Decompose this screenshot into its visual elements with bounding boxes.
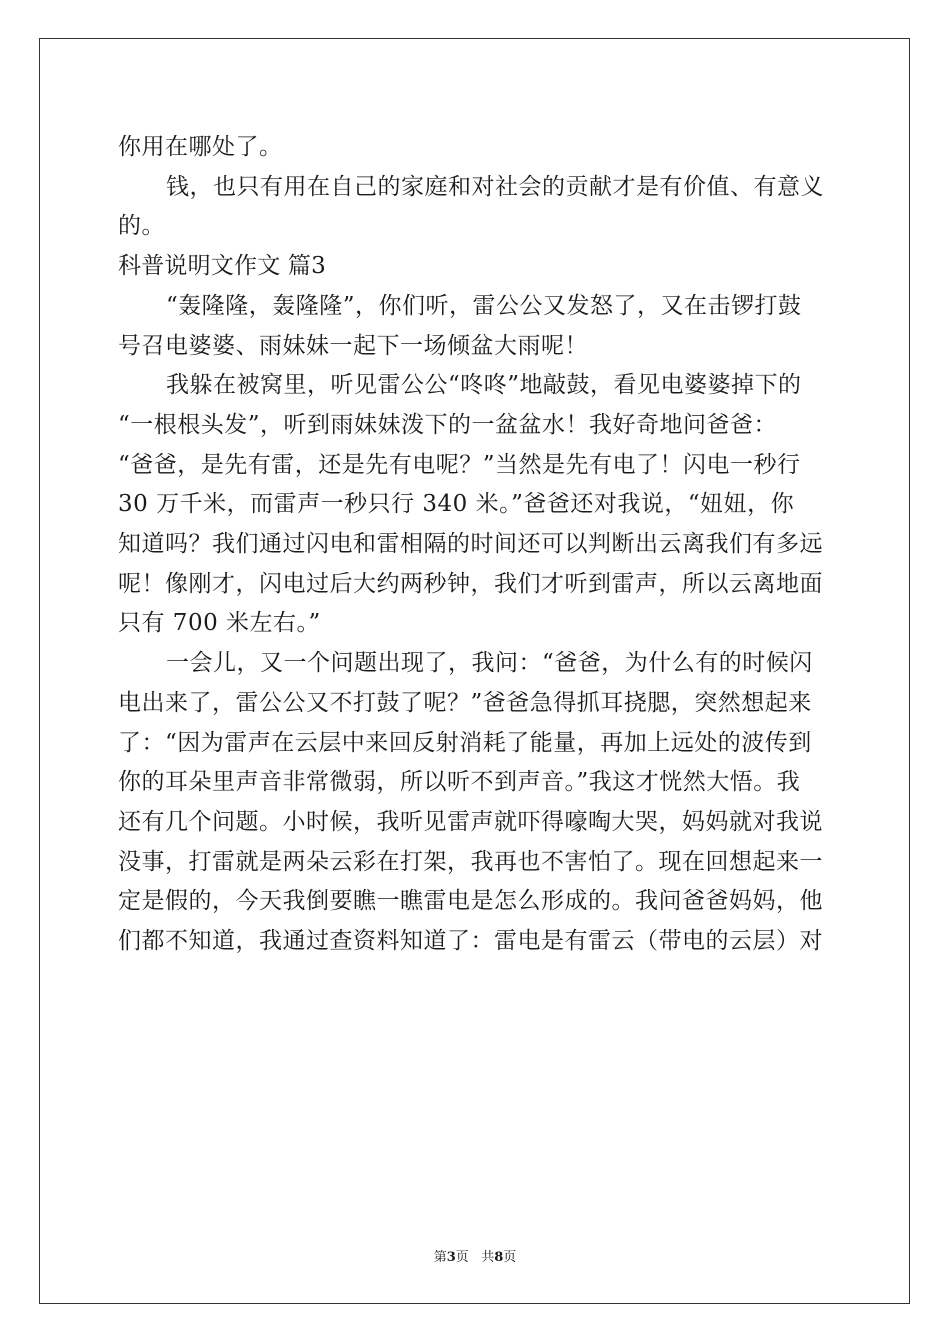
text-line: 一会儿，又一个问题出现了，我问：“爸爸，为什么有的时候闪 (166, 650, 813, 677)
text-line: 还有几个问题。小时候，我听见雷声就吓得嚎啕大哭，妈妈就对我说 (118, 808, 823, 835)
text-line: 钱，也只有用在自己的家庭和对社会的贡献才是有价值、有意义 (166, 173, 824, 200)
text-line: 定是假的，今天我倒要瞧一瞧雷电是怎么形成的。我问爸爸妈妈，他 (118, 888, 823, 915)
footer-total-suffix: 页 (503, 1250, 517, 1265)
text-line: 只有 700 米左右。” (118, 610, 321, 637)
section-heading: 科普说明文作文 篇3 (118, 253, 326, 280)
text-line: 了：“因为雷声在云层中来回反射消耗了能量，再加上远处的波传到 (118, 729, 812, 756)
text-line: 30 万千米，而雷声一秒只行 340 米。”爸爸还对我说，“妞妞，你 (118, 491, 795, 518)
text-line: 呢！像刚才，闪电过后大约两秒钟，我们才听到雷声，所以云离地面 (118, 570, 823, 597)
text-line: 的。 (118, 213, 165, 240)
total-pages: 8 (494, 1250, 504, 1265)
text-line: 你的耳朵里声音非常微弱，所以听不到声音。”我这才恍然大悟。我 (118, 769, 801, 796)
text-line: 我躲在被窝里，听见雷公公“咚咚”地敲鼓，看见电婆婆掉下的 (166, 372, 802, 399)
text-line: 你用在哪处了。 (118, 134, 283, 160)
document-body (118, 128, 838, 962)
text-line: “爸爸，是先有雷，还是先有电呢？”当然是先有电了！闪电一秒行 (118, 451, 801, 478)
text-line: 号召电婆婆、雨妹妹一起下一场倾盆大雨呢！ (118, 332, 588, 359)
text-line: 电出来了，雷公公又不打鼓了呢？”爸爸急得抓耳挠腮，突然想起来 (118, 689, 812, 716)
page-footer (0, 1246, 950, 1265)
text-line: “轰隆隆，轰隆隆”，你们听，雷公公又发怒了，又在击锣打鼓 (166, 292, 802, 319)
text-line: 没事，打雷就是两朵云彩在打架，我再也不害怕了。现在回想起来一 (118, 848, 823, 875)
text-line: “一根根头发”，听到雨妹妹泼下的一盆盆水！我好奇地问爸爸： (118, 411, 778, 438)
footer-total-prefix: 共 (481, 1250, 495, 1265)
text-line: 知道吗？我们通过闪电和雷相隔的时间还可以判断出云离我们有多远 (118, 531, 823, 558)
text-line: 们都不知道，我通过查资料知道了：雷电是有雷云（带电的云层）对 (118, 928, 823, 955)
footer-page-suffix: 页 (455, 1250, 469, 1265)
footer-prefix: 第 (433, 1250, 447, 1265)
page-number: 3 (446, 1250, 456, 1265)
